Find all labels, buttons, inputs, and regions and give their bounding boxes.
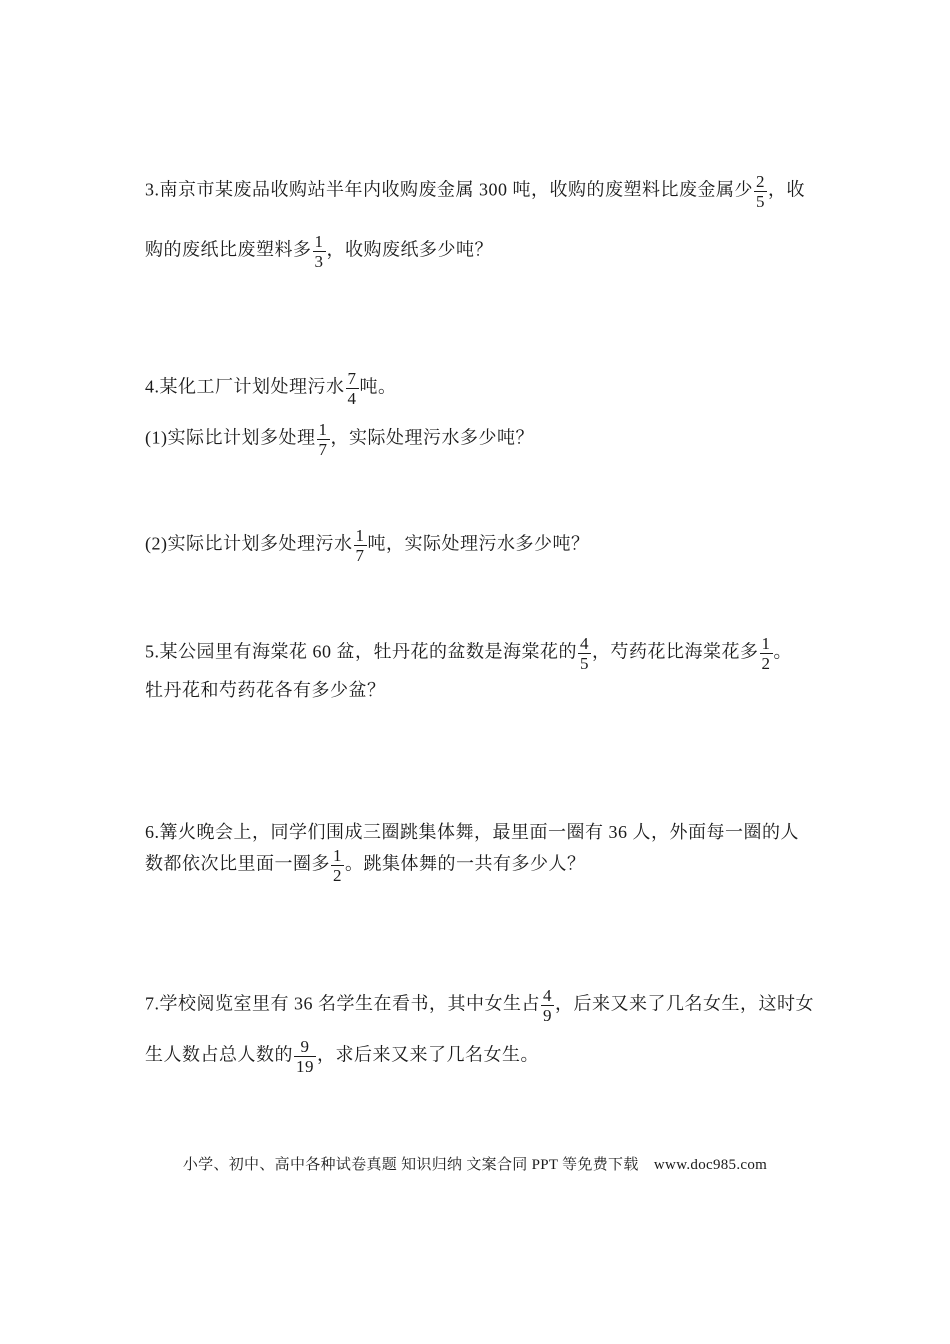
q3-text-2a: 购的废纸比废塑料多 [145,239,312,260]
q7-fraction-1-numerator: 4 [543,986,552,1005]
q6-text-2a: 数都依次比里面一圈多 [145,853,330,874]
q4-fraction-2-numerator: 1 [318,420,328,439]
q4-fraction-2-denominator: 7 [318,440,328,459]
q5-line-1 [145,634,810,673]
q4-fraction-3 [354,526,367,565]
q4-line-1 [145,369,810,408]
q7-text-2a: 生人数占总人数的 [145,1044,293,1065]
q4-part-2-text-b: 吨，实际处理污水多少吨？ [367,533,590,554]
q3-fraction-1-numerator: 2 [756,172,765,191]
q3-fraction-1-denominator: 5 [756,192,765,211]
q6-line-2 [145,846,810,885]
q4-fraction-3-numerator: 1 [355,526,365,545]
q4-fraction-1-denominator: 4 [347,389,357,408]
q6-fraction-1-denominator: 2 [333,866,342,885]
footer-download-note: 小学、初中、高中各种试卷真题 知识归纳 文案合同 PPT 等免费下载 www.doc985.com [182,1157,768,1173]
q4-part-1-text-a: (1)实际比计划多处理 [145,427,316,448]
q7-line-2 [145,1037,810,1076]
q4-text-1b: 吨。 [359,376,397,397]
q3-text-2b: ，收购废纸多少吨？ [326,239,493,260]
q5-text-1b: ，芍药花比海棠花多 [592,641,759,662]
q7-fraction-1 [541,986,554,1025]
q3-line-2 [145,232,810,271]
q4-part-1-text-b: ，实际处理污水多少吨？ [330,427,534,448]
q3-text-1a: 3.南京市某废品收购站半年内收购废金属 300 吨，收购的废塑料比废金属少 [145,179,753,200]
q5-fraction-1 [578,634,591,673]
q7-fraction-2-denominator: 19 [296,1057,314,1076]
q5-fraction-2 [760,634,773,673]
q3-fraction-2 [313,232,326,271]
q6-fraction-1 [331,846,344,885]
q5-fraction-1-numerator: 4 [580,634,589,653]
q5-fraction-2-denominator: 2 [761,654,771,673]
q5-text-1a: 5.某公园里有海棠花 60 盆，牡丹花的盆数是海棠花的 [145,641,577,662]
q4-fraction-1 [346,369,359,408]
q3-fraction-2-numerator: 1 [314,232,324,251]
q4-part-2 [145,526,810,565]
q7-text-1a: 7.学校阅览室里有 36 名学生在看书，其中女生占 [145,993,540,1014]
q7-text-1b: ，后来又来了几名女生，这时女 [555,993,814,1014]
q7-line-1 [145,986,814,1025]
q3-line-1 [145,172,810,211]
q6-line-1 [145,820,810,844]
q5-line-2 [145,678,810,702]
q3-fraction-2-denominator: 3 [314,252,324,271]
q5-fraction-2-numerator: 1 [761,634,771,653]
q7-fraction-2-numerator: 9 [300,1037,310,1056]
q4-fraction-1-numerator: 7 [347,369,357,388]
q4-fraction-3-denominator: 7 [355,546,365,565]
q5-text-2: 牡丹花和芍药花各有多少盆？ [145,680,386,700]
q5-fraction-1-denominator: 5 [580,654,589,673]
q3-fraction-1 [754,172,767,211]
q4-text-1a: 4.某化工厂计划处理污水 [145,376,345,397]
q4-fraction-2 [317,420,330,459]
q7-fraction-1-denominator: 9 [543,1006,552,1025]
q7-text-2b: ，求后来又来了几名女生。 [317,1044,539,1065]
q6-fraction-1-numerator: 1 [333,846,342,865]
q7-fraction-2 [294,1037,316,1076]
q4-part-1 [145,420,810,459]
q6-text-2b: 。跳集体舞的一共有多少人？ [345,853,586,874]
q5-text-1c: 。 [773,641,792,662]
q3-text-1b: ，收 [768,179,805,200]
q4-part-2-text-a: (2)实际比计划多处理污水 [145,533,353,554]
q6-text-1: 6.篝火晚会上，同学们围成三圈跳集体舞，最里面一圈有 36 人，外面每一圈的人 [145,822,799,842]
